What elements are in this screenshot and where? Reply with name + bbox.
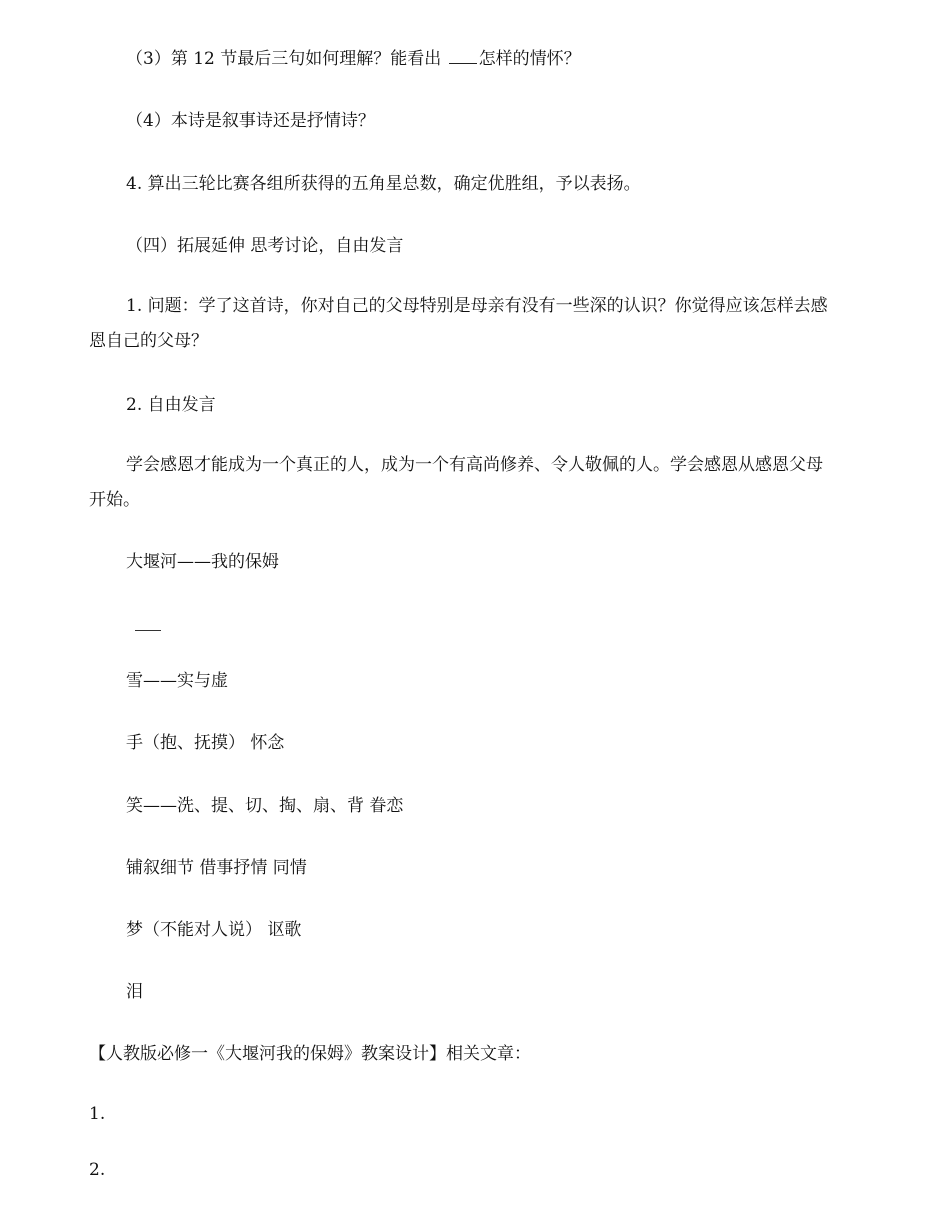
board-row-tears: 泪	[126, 982, 143, 1002]
board-row-smile: 笑——洗、提、切、掏、扇、背 眷恋	[126, 796, 404, 816]
question-4: （4）本诗是叙事诗还是抒情诗？	[126, 111, 375, 131]
board-title: 大堰河——我的保姆	[126, 552, 279, 572]
board-row-snow: 雪——实与虚	[126, 671, 228, 691]
related-article-item-2[interactable]: 2.	[89, 1160, 106, 1180]
short-divider	[135, 630, 161, 631]
related-articles-heading: 【人教版必修一《大堰河我的保姆》教案设计】相关文章：	[89, 1044, 531, 1064]
summary-line-1: 学会感恩才能成为一个真正的人，成为一个有高尚修养、令人敬佩的人。学会感恩从感恩父母	[126, 455, 823, 475]
question-3-prefix: （3）第 12 节最后三句如何理解？能看出	[126, 49, 442, 69]
board-row-hand: 手（抱、抚摸） 怀念	[126, 733, 285, 753]
summary-line-2: 开始。	[89, 490, 140, 510]
step-4: 4. 算出三轮比赛各组所获得的五角星总数，确定优胜组，予以表扬。	[126, 174, 641, 194]
question-3-suffix: 怎样的情怀？	[478, 49, 581, 69]
question-1-line-2: 恩自己的父母？	[89, 331, 208, 351]
question-3	[126, 49, 581, 69]
fill-blank	[449, 49, 477, 64]
related-article-item-1[interactable]: 1.	[89, 1104, 106, 1124]
board-row-dream: 梦（不能对人说） 讴歌	[126, 920, 302, 940]
question-1-line-1: 1. 问题：学了这首诗，你对自己的父母特别是母亲有没有一些深的认识？你觉得应该怎样去感	[126, 296, 828, 316]
section-4-heading: （四）拓展延伸 思考讨论，自由发言	[126, 236, 404, 256]
item-2: 2. 自由发言	[126, 395, 216, 415]
board-row-narration: 铺叙细节 借事抒情 同情	[126, 858, 307, 878]
